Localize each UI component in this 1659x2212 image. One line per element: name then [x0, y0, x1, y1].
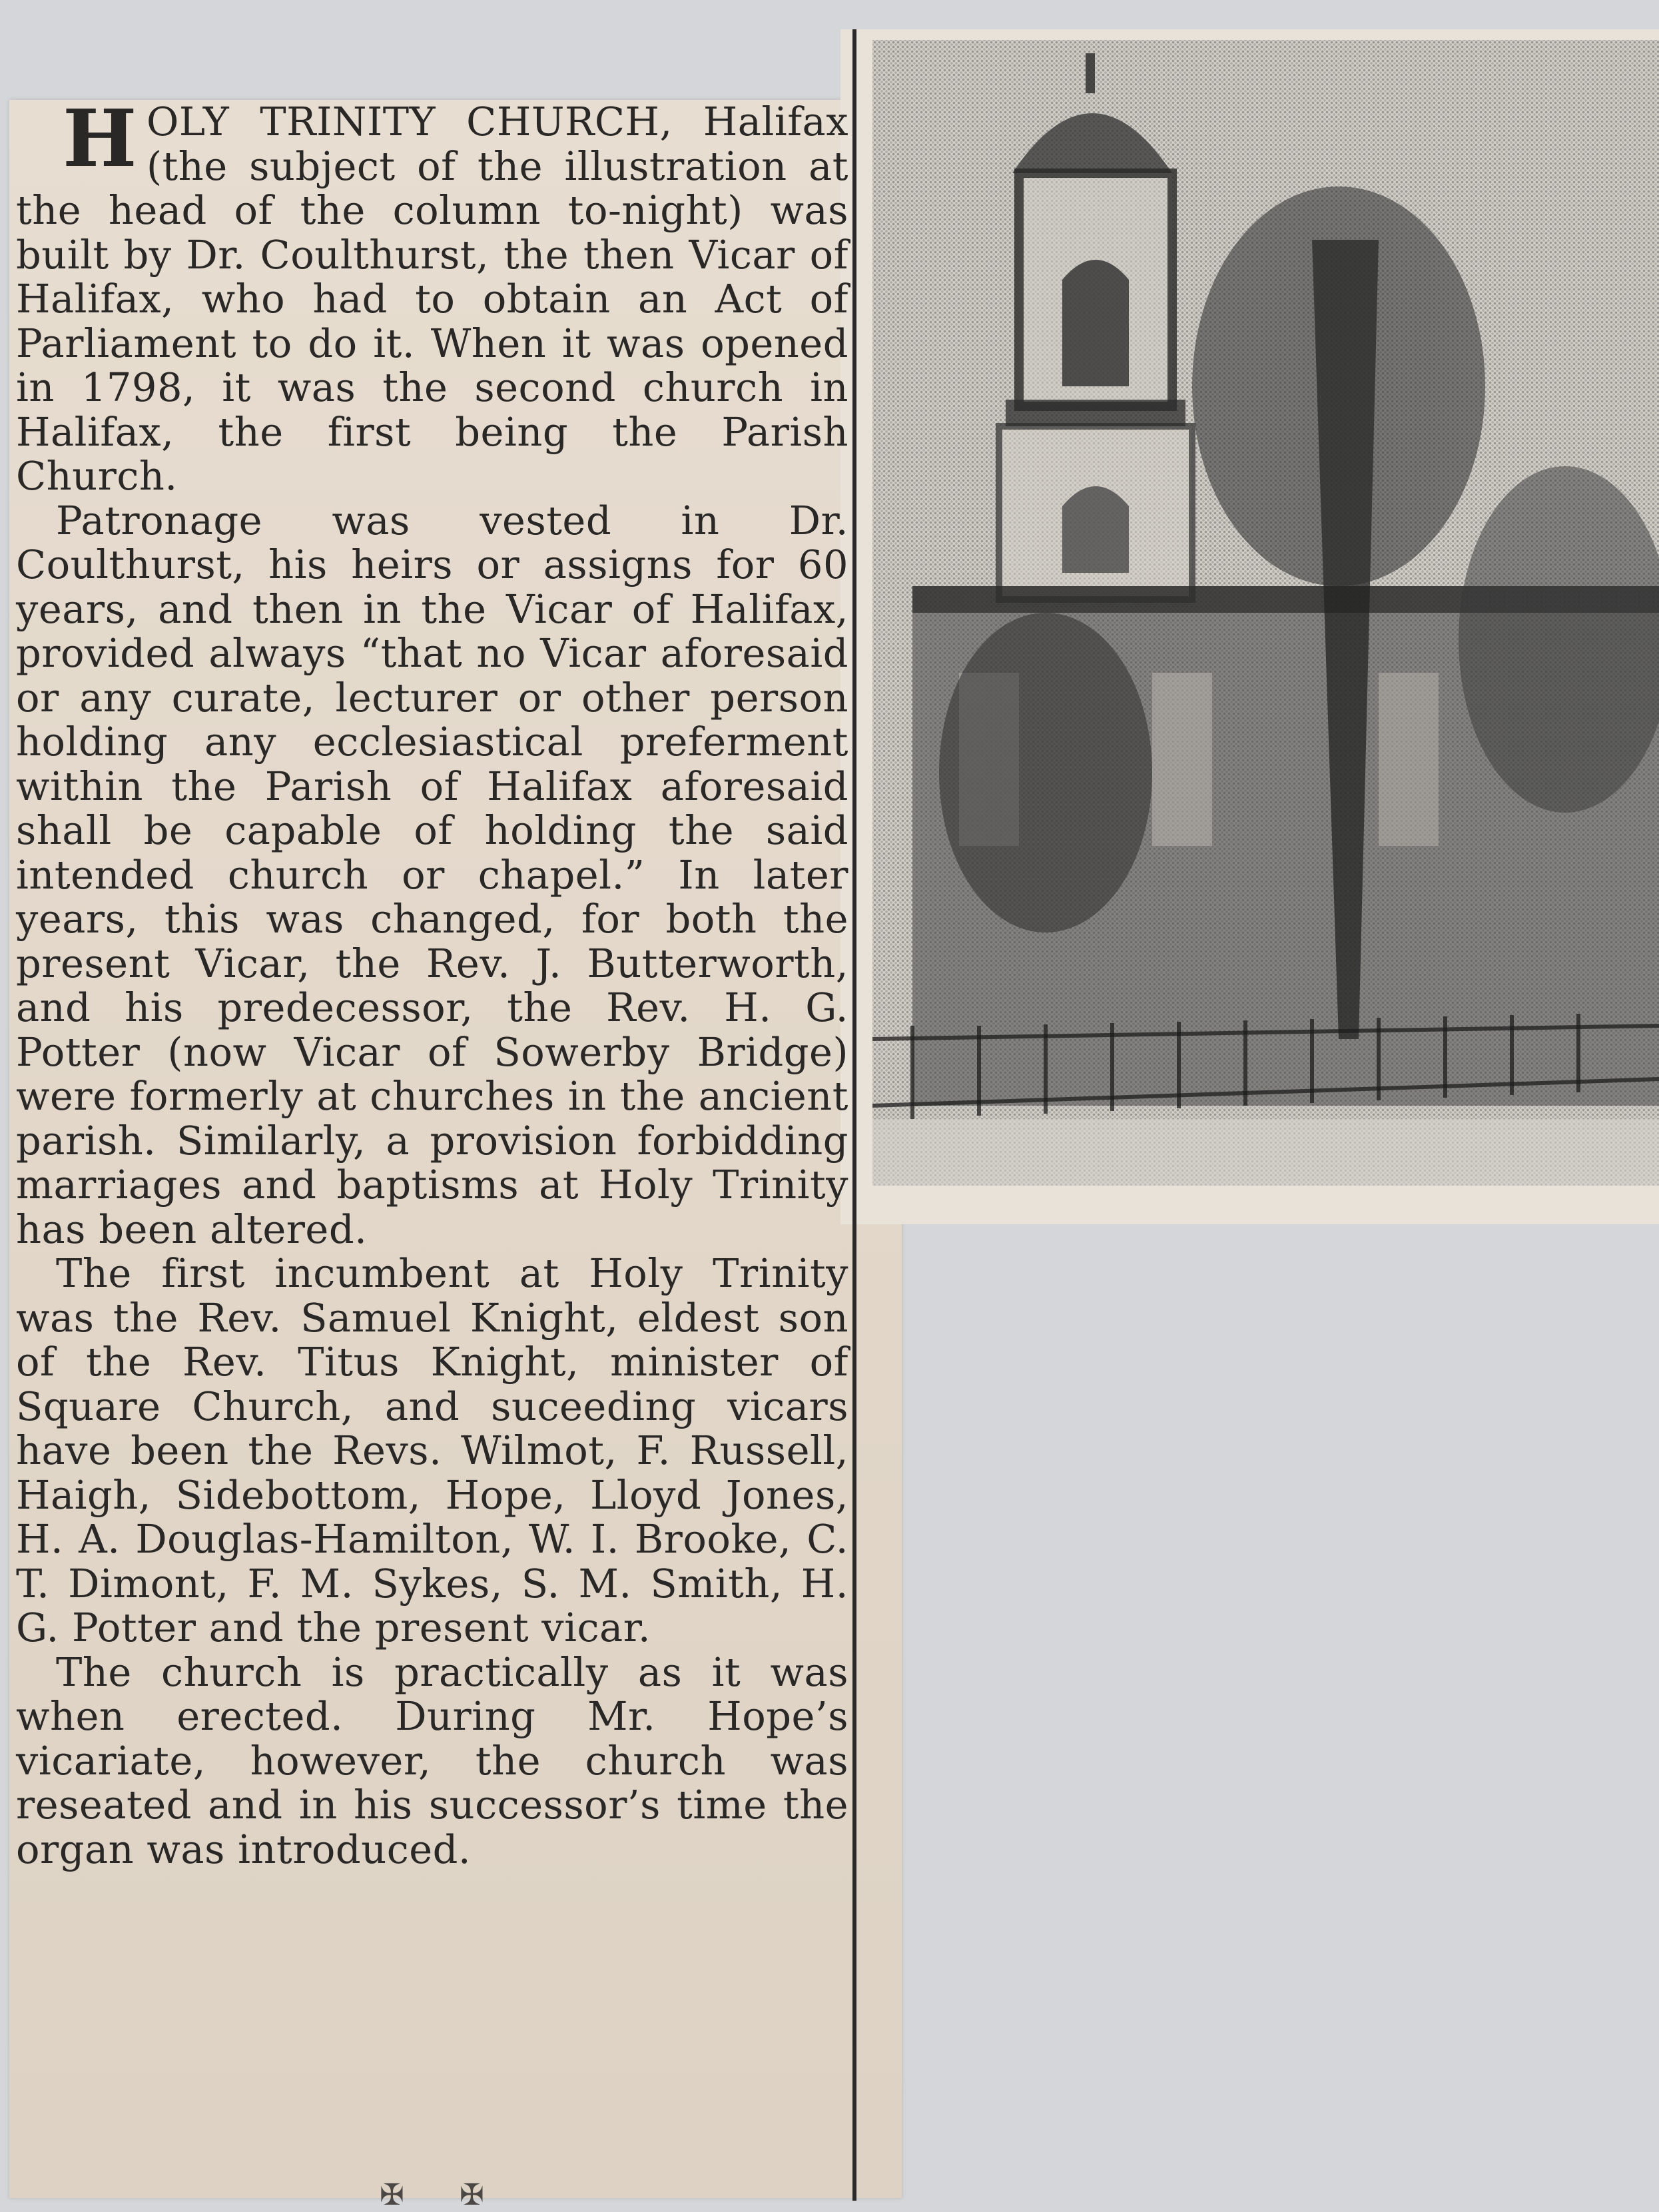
article-lead: OLY TRINITY CHURCH, — [147, 99, 673, 145]
article-paragraph-1-text: Halifax (the subject of the illustration at the head of the column to-night) was built by Dr. Coulthurst, the then Vicar of Halifax, who had to obtain an Act of Parliament to do it. When it was opened in 1798, it was the second church in Halifax, the first being the Parish Church. — [16, 99, 848, 499]
ornament-left: ✠ — [380, 2178, 404, 2212]
article-column — [16, 92, 848, 1872]
article-paragraph-4: The church is practically as it was when erected. During Mr. Hope’s vicariate, however, the church was reseated and in his successor’s time the organ was introduced. — [16, 1649, 848, 1872]
tree-canopy — [1192, 186, 1485, 586]
article-paragraph-1 — [16, 92, 848, 499]
church-photograph — [872, 40, 1659, 1186]
article-paragraph-2: Patronage was vested in Dr. Coulthurst, his heirs or assigns for 60 years, and then in the Vicar of Halifax, provided always “that no Vicar aforesaid or any curate, lecturer or other person holding any ecclesiastical preferment within the Parish of Halifax aforesaid shall be capable of holding the said intended church or chapel.” In later years, this was changed, for both the present Vicar, the Rev. J. Butterworth, and his predecessor, the Rev. H. G. Potter (now Vicar of Sowerby Bridge) were formerly at churches in the ancient parish. Similarly, a provision forbidding marriages and baptisms at Holy Trinity has been altered. — [16, 497, 848, 1252]
church-illustration — [872, 40, 1659, 1186]
column-rule — [852, 29, 856, 2201]
ornament-right: ✠ — [460, 2178, 484, 2212]
belfry-window — [1062, 260, 1129, 386]
drop-cap: H — [63, 92, 137, 184]
article-paragraph-3: The first incumbent at Holy Trinity was the Rev. Samuel Knight, eldest son of the Rev. Titus Knight, minister of Square Church, and suceeding vicars have been the Revs. Wilmot, F. Russell, Haigh, Sidebottom, Hope, Lloyd Jones, H. A. Douglas-Hamilton, W. I. Brooke, C. T. Dimont, F. M. Sykes, S. M. Smith, H. G. Potter and the present vicar. — [16, 1250, 848, 1651]
